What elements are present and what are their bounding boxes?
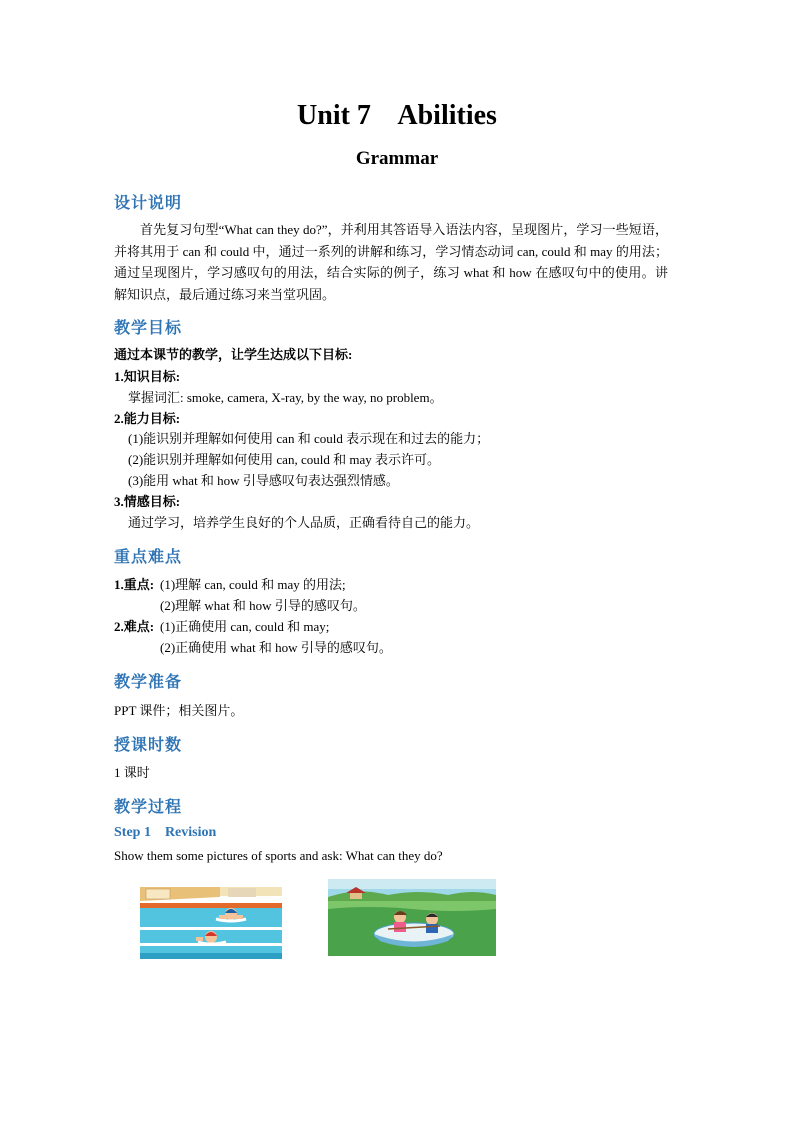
- section-heading-design: 设计说明: [114, 193, 183, 212]
- key-item: (2)理解 what 和 how 引导的感叹句。: [160, 598, 366, 613]
- emotion-item: 通过学习，培养学生良好的个人品质，正确看待自己的能力。: [128, 515, 480, 530]
- ability-item: (2)能识别并理解如何使用 can, could 和 may 表示许可。: [128, 452, 440, 467]
- design-paragraph: 首先复习句型“What can they do?”，并利用其答语导入语法内容，呈现图片，学习一些短语，并将其用于 can 和 could 中，通过一系列的讲解和练习，学习情态动词 can, could 和 may 的用法；通过呈现图片，学习感叹句的用法，结合实际的例子，练习 what 和 how 在感叹句中的使用。讲解知识点，最后通过练习来当堂巩固。: [114, 222, 668, 302]
- ability-item: (3)能用 what 和 how 引导感叹句表达强烈情感。: [128, 473, 399, 488]
- page-title: Unit 7 Abilities: [297, 100, 497, 131]
- swimming-picture: [140, 887, 282, 959]
- step-text: Show them some pictures of sports and ask: What can they do?: [114, 848, 443, 863]
- section-heading-key-points: 重点难点: [114, 547, 183, 566]
- section-heading-process: 教学过程: [114, 797, 183, 816]
- page-subtitle: Grammar: [355, 148, 439, 169]
- section-heading-objectives: 教学目标: [114, 318, 183, 337]
- key-item: (1)理解 can, could 和 may 的用法;: [160, 577, 346, 592]
- difficult-item: (1)正确使用 can, could 和 may;: [160, 619, 330, 634]
- preparation-text: PPT 课件；相关图片。: [114, 703, 244, 718]
- knowledge-label: 1.知识目标:: [114, 369, 181, 384]
- objectives-intro: 通过本课节的教学，让学生达成以下目标:: [114, 347, 353, 362]
- boating-picture: [328, 879, 496, 956]
- emotion-label: 3.情感目标:: [114, 494, 181, 509]
- key-label: 1.重点:: [114, 577, 155, 592]
- step-title: Step 1 Revision: [114, 825, 217, 840]
- difficult-item: (2)正确使用 what 和 how 引导的感叹句。: [160, 640, 392, 655]
- section-heading-preparation: 教学准备: [114, 672, 183, 691]
- difficult-label: 2.难点:: [114, 619, 155, 634]
- hours-text: 1 课时: [114, 765, 150, 780]
- ability-item: (1)能识别并理解如何使用 can 和 could 表示现在和过去的能力；: [128, 431, 490, 446]
- ability-label: 2.能力目标:: [114, 411, 181, 426]
- section-heading-hours: 授课时数: [114, 735, 183, 754]
- knowledge-item: 掌握词汇: smoke, camera, X-ray, by the way, no problem。: [128, 390, 443, 405]
